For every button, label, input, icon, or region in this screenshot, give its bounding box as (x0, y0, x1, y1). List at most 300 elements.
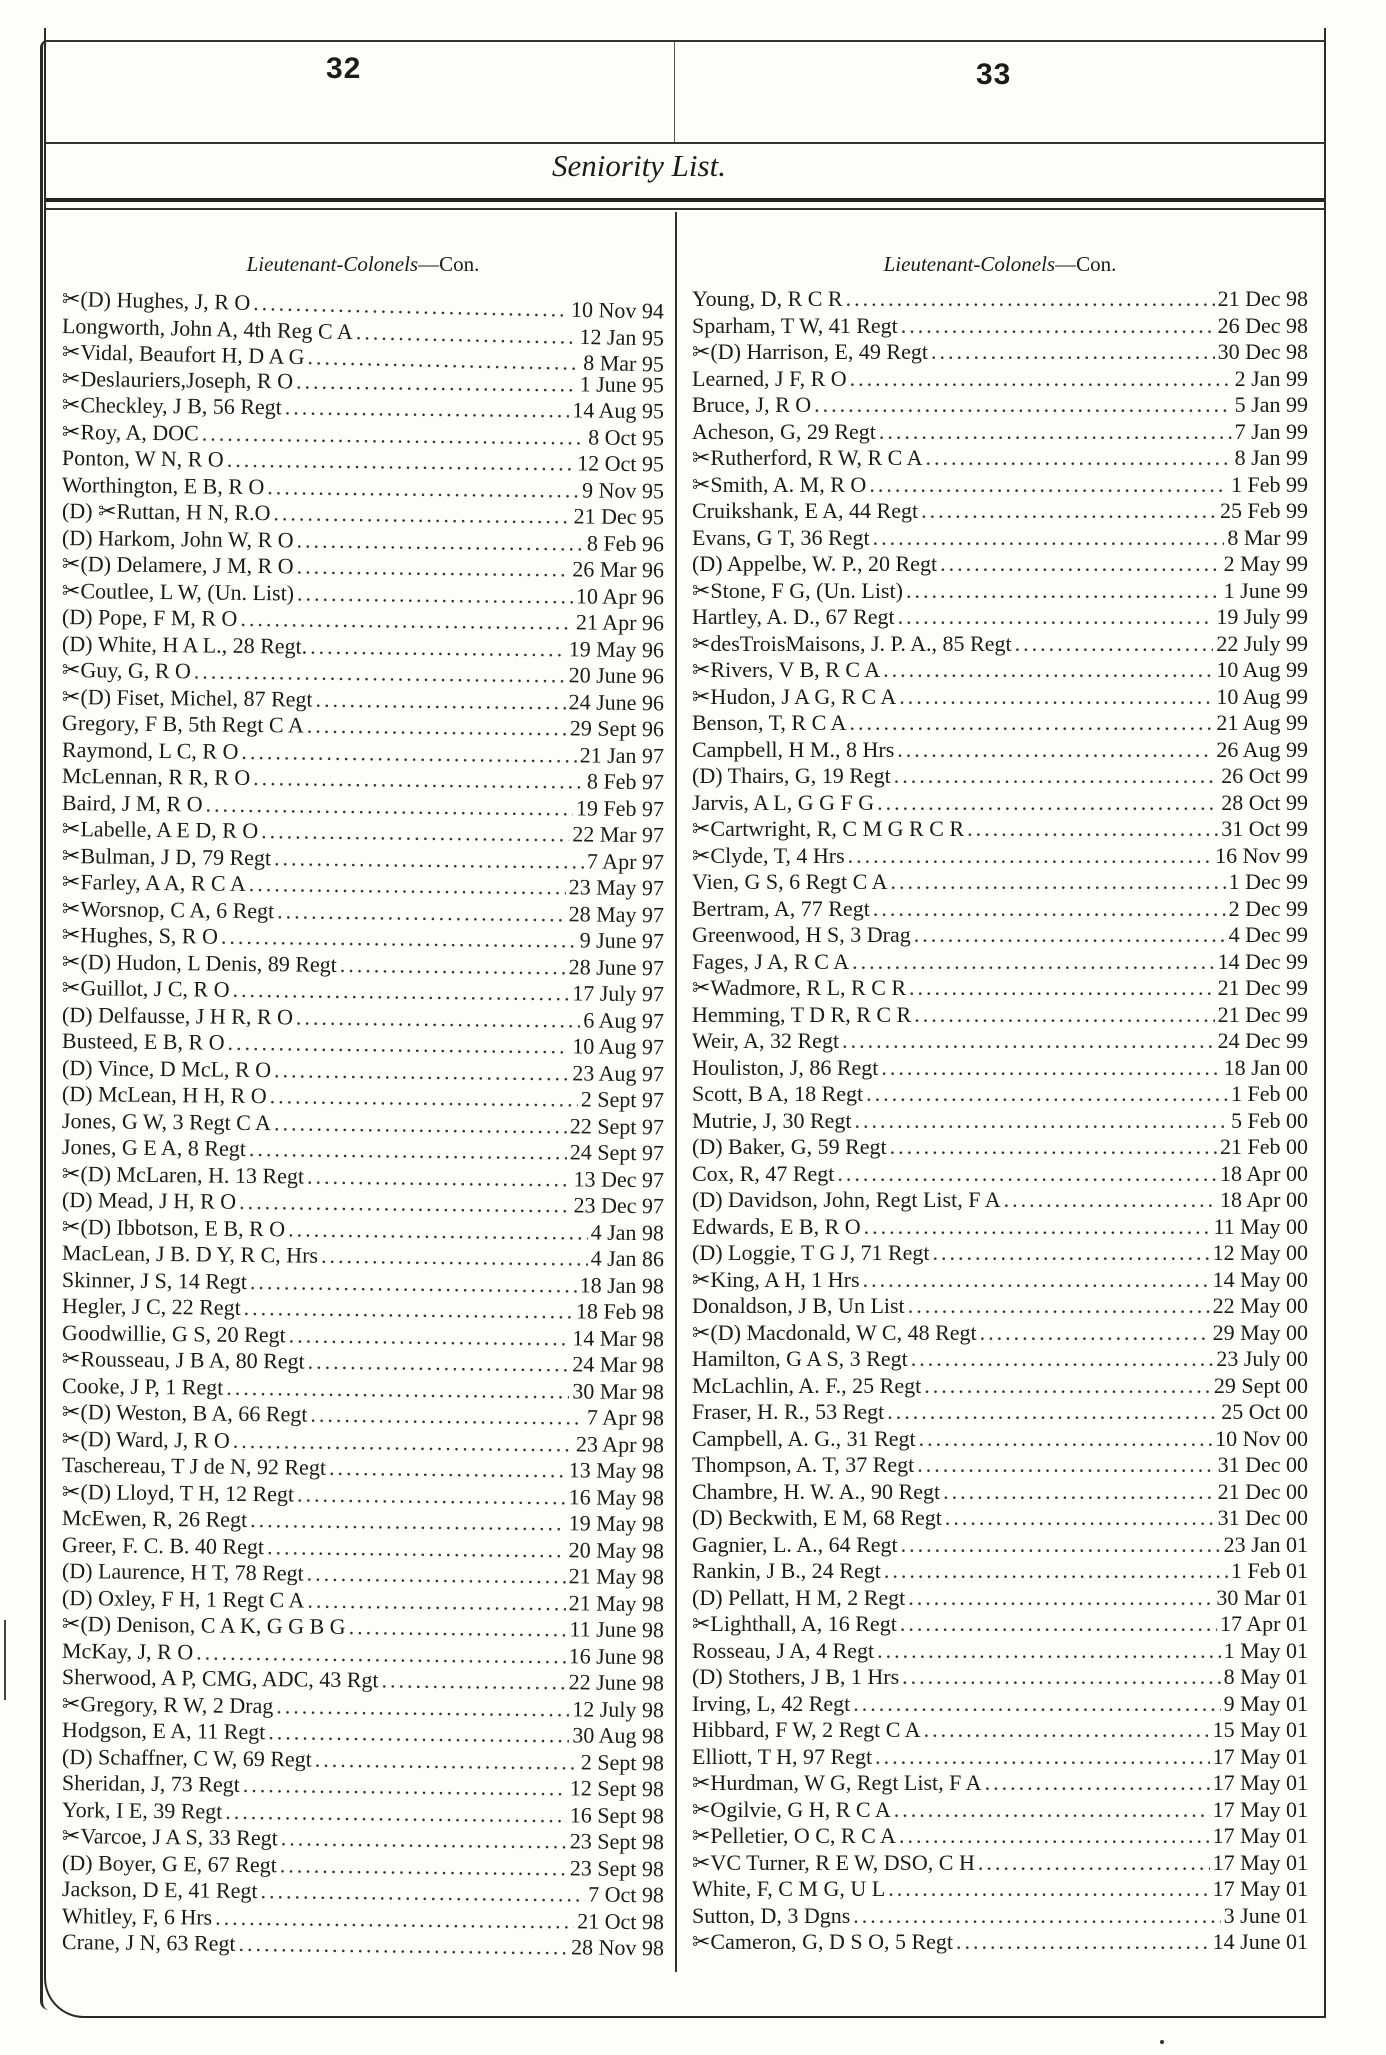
officer-name: ✂(D) Delamere, J M, R O (61, 551, 294, 579)
leader-dots (899, 1823, 1210, 1850)
seniority-date: 21 Oct 98 (577, 1907, 665, 1934)
officer-name: ✂Guillot, J C, R O (61, 975, 230, 1002)
list-item (692, 1426, 1308, 1453)
leader-dots (931, 339, 1215, 366)
officer-name: Elliott, T H, 97 Regt (692, 1743, 873, 1769)
officer-name: ✂Rousseau, J B A, 80 Regt (61, 1346, 305, 1374)
officer-name: ✂Hughes, S, R O (61, 922, 219, 949)
seniority-date: 31 Dec 00 (1217, 1452, 1308, 1477)
seniority-date: 2 Sept 98 (580, 1748, 665, 1775)
leader-dots (268, 1719, 569, 1749)
leader-dots (1004, 1187, 1217, 1214)
leader-dots (381, 1667, 565, 1695)
officer-name: Skinner, J S, 14 Regt (61, 1266, 248, 1294)
leader-dots (852, 949, 1214, 976)
list-item (692, 1373, 1308, 1400)
officer-name: ✂Deslauriers,Joseph, R O (61, 365, 294, 393)
list-item (692, 1320, 1308, 1347)
leader-dots (881, 1055, 1220, 1082)
leader-dots (239, 1189, 571, 1219)
leader-dots (908, 1293, 1210, 1320)
right-column-subheading (692, 242, 1308, 286)
leader-dots (250, 1268, 577, 1298)
officer-name: (D) Laurence, H T, 78 Regt (61, 1558, 304, 1586)
leader-dots (296, 527, 584, 557)
leader-dots (945, 1505, 1215, 1532)
seniority-date: 1 May 01 (1223, 1637, 1308, 1663)
officer-name: Sherwood, A P, CMG, ADC, 43 Rgt (61, 1664, 379, 1693)
seniority-date: 8 Oct 95 (588, 424, 665, 450)
bottom-speck (1160, 2040, 1164, 2044)
officer-name: Houliston, J, 86 Regt (692, 1054, 879, 1080)
leader-dots (297, 580, 573, 609)
officer-name: ✂King, A H, 1 Hrs (692, 1266, 860, 1292)
leader-dots (273, 500, 570, 530)
officer-name: ✂VC Turner, R E W, DSO, C H (692, 1849, 975, 1875)
seniority-date: 17 May 01 (1212, 1796, 1308, 1822)
leader-dots (914, 922, 1226, 949)
list-item (692, 790, 1308, 817)
seniority-date: 22 May 00 (1212, 1293, 1308, 1318)
list-item (692, 1161, 1308, 1188)
leader-dots (908, 1585, 1213, 1612)
leader-dots (205, 791, 573, 821)
seniority-date: 4 Jan 86 (590, 1245, 665, 1272)
officer-name: ✂Labelle, A E D, R O (61, 816, 259, 844)
leader-dots (898, 604, 1214, 631)
list-item (692, 1558, 1308, 1585)
officer-name: ✂(D) Fiset, Michel, 87 Regt (61, 683, 313, 712)
list-item (692, 1691, 1308, 1718)
officer-name: ✂Pelletier, O C, R C A (692, 1823, 896, 1848)
title-rule-thick (46, 198, 1324, 202)
leader-dots (310, 633, 566, 662)
officer-name: ✂(D) Ward, J, R O (61, 1425, 230, 1453)
leader-dots (307, 1587, 566, 1616)
officer-name: Cox, R, 47 Regt (692, 1160, 835, 1186)
leader-dots (241, 738, 577, 768)
header-divider (674, 42, 675, 142)
officer-name: (D) Appelbe, W. P., 20 Regt (692, 551, 938, 576)
seniority-date: 1 Dec 99 (1228, 869, 1308, 894)
seniority-date: 10 Apr 96 (575, 582, 665, 609)
officer-name: ✂Roy, A, DOC (61, 418, 199, 445)
leader-dots (308, 1349, 570, 1378)
officer-name: ✂Clyde, T, 4 Hrs (692, 842, 845, 868)
officer-name: ✂(D) Denison, C A K, G G B G (61, 1611, 346, 1639)
seniority-date: 21 Jan 97 (579, 741, 665, 768)
officer-name: ✂Smith, A. M, R O (692, 471, 867, 497)
officer-name: ✂(D) Weston, B A, 66 Regt (61, 1399, 308, 1427)
seniority-date: 5 Feb 00 (1231, 1107, 1308, 1133)
list-item (692, 1134, 1308, 1161)
seniority-date: 10 Aug 99 (1216, 657, 1308, 682)
list-item (692, 1055, 1308, 1082)
leader-dots (926, 445, 1232, 472)
officer-name: ✂Rutherford, R W, R C A (692, 445, 923, 470)
list-item (692, 578, 1308, 605)
officer-name: Cruikshank, E A, 44 Regt (692, 498, 919, 523)
seniority-date: 22 June 98 (568, 1669, 665, 1696)
officer-name: Gregory, F B, 5th Regt C A (61, 710, 304, 738)
seniority-date: 23 Dec 97 (573, 1192, 665, 1219)
leader-dots (985, 1770, 1210, 1797)
officer-name: ✂Hudon, J A G, R C A (692, 683, 897, 709)
left-column-subheading (62, 242, 664, 286)
seniority-date: 18 Feb 98 (575, 1298, 665, 1325)
list-item (692, 816, 1308, 843)
page-number-left: 32 (326, 52, 362, 85)
leader-dots (890, 869, 1225, 896)
leader-dots (238, 1931, 568, 1961)
officer-name: ✂(D) Hudon, L Denis, 89 Regt (61, 948, 337, 977)
seniority-date: 26 Oct 99 (1221, 763, 1308, 788)
page-header (46, 42, 1324, 144)
list-item (692, 313, 1308, 340)
leader-dots (277, 898, 566, 928)
officer-name: Jarvis, A L, G G F G (692, 789, 875, 815)
officer-name: ✂(D) Harrison, E, 49 Regt (692, 339, 928, 364)
officer-name: Cooke, J P, 1 Regt (61, 1372, 224, 1400)
seniority-date: 20 June 96 (568, 662, 665, 689)
list-item (692, 525, 1308, 552)
seniority-date: 13 May 98 (568, 1457, 665, 1484)
right-subheading-suffix: —Con. (1055, 252, 1117, 276)
seniority-date: 17 May 01 (1212, 1823, 1308, 1848)
leader-dots (842, 1028, 1215, 1055)
officer-name: ✂desTroisMaisons, J. P. A., 85 Regt (692, 630, 1012, 656)
list-item (692, 498, 1308, 525)
seniority-date: 10 Nov 94 (570, 296, 665, 324)
seniority-date: 23 Sept 98 (569, 1828, 665, 1855)
list-item (692, 763, 1308, 790)
officer-name: Rankin, J B., 24 Regt (692, 1558, 881, 1583)
leader-dots (226, 1374, 569, 1404)
leader-dots (232, 977, 569, 1007)
list-item (692, 1240, 1308, 1267)
list-item (692, 1611, 1308, 1638)
leader-dots (909, 975, 1215, 1002)
leader-dots (919, 1426, 1212, 1453)
officer-name: (D) Boyer, G E, 67 Regt (61, 1849, 277, 1877)
seniority-date: 16 Sept 98 (569, 1801, 665, 1828)
list-item (692, 1770, 1308, 1797)
officer-name: McKay, J, R O (61, 1637, 194, 1664)
leader-dots (194, 658, 566, 688)
officer-name: (D) Schaffner, C W, 69 Regt (61, 1743, 312, 1772)
officer-name: ✂Guy, G, R O (61, 657, 191, 684)
seniority-date: 9 June 97 (579, 927, 665, 954)
leader-dots (911, 1346, 1214, 1373)
seniority-date: 18 Jan 00 (1223, 1054, 1308, 1080)
officer-name: (D) Harkom, John W, R O (61, 524, 294, 552)
list-item (692, 631, 1308, 658)
officer-name: ✂Lighthall, A, 16 Regt (692, 1611, 897, 1636)
seniority-date: 22 Sept 97 (569, 1112, 665, 1139)
leader-dots (902, 1664, 1221, 1691)
leader-dots (280, 1852, 567, 1882)
leader-dots (877, 1638, 1221, 1665)
leader-dots (863, 1267, 1210, 1294)
officer-name: Whitley, F, 6 Hrs (61, 1902, 213, 1930)
list-item (692, 975, 1308, 1002)
leader-dots (227, 1030, 569, 1060)
officer-name: Chambre, H. W. A., 90 Regt (692, 1478, 941, 1504)
seniority-date: 24 Sept 97 (569, 1139, 665, 1166)
list-item (692, 604, 1308, 631)
leader-dots (917, 1452, 1214, 1479)
officer-name: Mutrie, J, 30 Regt (692, 1107, 852, 1133)
officer-name: Longworth, John A, 4th Reg C A (61, 312, 354, 344)
list-item (692, 1267, 1308, 1294)
seniority-date: 17 Apr 01 (1220, 1611, 1308, 1636)
seniority-date: 31 Dec 00 (1217, 1505, 1308, 1530)
seniority-date: 29 Sept 96 (569, 715, 665, 742)
seniority-date: 2 Jan 99 (1234, 365, 1308, 391)
officer-name: ✂Checkley, J B, 56 Regt (61, 392, 283, 420)
list-item (692, 843, 1308, 870)
officer-name: Donaldson, J B, Un List (692, 1293, 905, 1318)
list-item (692, 1929, 1308, 1956)
seniority-date: 8 May 01 (1223, 1664, 1308, 1689)
leader-dots (940, 551, 1221, 578)
officer-name: Learned, J F, R O (692, 365, 847, 391)
leader-dots (310, 1402, 584, 1431)
officer-name: Campbell, A. G., 31 Regt (692, 1425, 916, 1451)
seniority-date: 18 Apr 00 (1220, 1160, 1308, 1186)
officer-name: McLennan, R R, R O (61, 763, 251, 790)
leader-dots (253, 765, 584, 795)
seniority-date: 4 Jan 98 (590, 1219, 665, 1245)
officer-name: Greer, F. C. B. 40 Regt (61, 1531, 265, 1559)
list-item (692, 1479, 1308, 1506)
list-item (692, 1108, 1308, 1135)
leader-dots (877, 790, 1218, 817)
leader-dots (307, 1163, 571, 1192)
leader-dots (244, 1295, 573, 1325)
seniority-date: 12 Jan 95 (579, 323, 665, 351)
leader-dots (924, 1373, 1211, 1400)
leader-dots (250, 1507, 566, 1537)
seniority-date: 5 Jan 99 (1234, 392, 1308, 417)
right-subheading-text: Lieutenant-Colonels (883, 252, 1056, 276)
seniority-date: 8 Feb 96 (586, 529, 665, 556)
list-item (692, 737, 1308, 764)
seniority-date: 28 Nov 98 (570, 1934, 665, 1961)
leader-dots (967, 816, 1218, 843)
leader-dots (906, 578, 1221, 605)
officer-name: Campbell, H M., 8 Hrs (692, 736, 895, 762)
leader-dots (933, 1240, 1210, 1267)
list-item (692, 1399, 1308, 1426)
seniority-date: 12 Oct 95 (577, 450, 665, 477)
leader-dots (883, 657, 1213, 684)
leader-dots (873, 896, 1226, 923)
leader-dots (978, 1850, 1210, 1877)
seniority-date: 26 Aug 99 (1216, 736, 1308, 762)
seniority-date: 1 Feb 01 (1231, 1558, 1308, 1583)
seniority-date: 8 Feb 97 (586, 768, 665, 795)
seniority-date: 21 May 98 (568, 1589, 665, 1616)
list-item (692, 1187, 1308, 1214)
officer-name: Thompson, A. T, 37 Regt (692, 1452, 915, 1477)
seniority-date: 19 May 98 (568, 1510, 665, 1537)
column-divider (675, 212, 677, 1972)
list-item (692, 869, 1308, 896)
seniority-date: 23 Jan 01 (1223, 1531, 1308, 1557)
officer-name: Fraser, H. R., 53 Regt (692, 1399, 885, 1424)
officer-name: ✂Worsnop, C A, 6 Regt (61, 895, 275, 923)
seniority-date: 22 July 99 (1216, 630, 1308, 656)
officer-name: Busteed, E B, R O (61, 1028, 225, 1055)
leader-dots (288, 1216, 588, 1246)
officer-name: Gagnier, L. A., 64 Regt (692, 1531, 898, 1557)
leader-dots (297, 1481, 566, 1510)
seniority-date: 15 May 01 (1212, 1717, 1308, 1742)
leader-dots (340, 951, 566, 980)
page-title: Seniority List. (552, 148, 726, 183)
seniority-date: 28 Oct 99 (1221, 789, 1308, 815)
leader-dots (267, 1534, 566, 1564)
list-item (692, 1638, 1308, 1665)
leader-dots (900, 1611, 1217, 1638)
list-item (692, 1850, 1308, 1877)
seniority-date: 14 Mar 98 (572, 1324, 665, 1351)
officer-name: Bruce, J, R O (692, 392, 812, 417)
officer-name: ✂Coutlee, L W, (Un. List) (61, 577, 295, 605)
officer-name: ✂Cartwright, R, C M G R C R (692, 816, 965, 841)
officer-name: Sheridan, J, 73 Regt (61, 1770, 240, 1797)
officer-name: McEwen, R, 26 Regt (61, 1505, 248, 1532)
seniority-date: 4 Dec 99 (1228, 922, 1308, 947)
seniority-date: 12 May 00 (1212, 1240, 1308, 1265)
page-number-right: 33 (976, 58, 1012, 91)
leader-dots (260, 1878, 585, 1908)
leader-dots (285, 394, 570, 423)
right-entry-list (692, 286, 1308, 1956)
officer-name: ✂(D) Lloyd, T H, 12 Regt (61, 1478, 295, 1506)
page-edge-mark (4, 1620, 9, 1700)
officer-name: Jackson, D E, 41 Regt (61, 1876, 258, 1904)
officer-name: (D) White, H A L., 28 Regt. (61, 630, 308, 659)
seniority-date: 23 Apr 98 (575, 1430, 665, 1457)
leader-dots (921, 498, 1217, 525)
seniority-date: 23 Aug 97 (572, 1059, 665, 1086)
list-item (692, 1664, 1308, 1691)
seniority-date: 30 Mar 98 (572, 1377, 665, 1404)
leader-dots (267, 474, 579, 504)
leader-dots (980, 1320, 1210, 1347)
seniority-date: 28 June 97 (568, 953, 665, 980)
officer-name: (D) Loggie, T G J, 71 Regt (692, 1240, 930, 1265)
seniority-date: 21 Apr 96 (575, 609, 665, 636)
seniority-date: 30 Mar 01 (1216, 1584, 1308, 1610)
leader-dots (869, 472, 1228, 499)
officer-name: ✂(D) Ibbotson, E B, R O (61, 1213, 286, 1241)
list-item (692, 1876, 1308, 1903)
seniority-date: 7 Jan 99 (1234, 418, 1308, 444)
seniority-date: 17 May 01 (1212, 1770, 1308, 1795)
seniority-date: 21 Dec 99 (1217, 975, 1308, 1000)
list-item (692, 1346, 1308, 1373)
officer-name: Raymond, L C, R O (61, 736, 239, 764)
leader-dots (924, 1717, 1210, 1744)
seniority-date: 21 May 98 (568, 1563, 665, 1590)
list-item (692, 1744, 1308, 1771)
seniority-date: 31 Oct 99 (1221, 816, 1308, 841)
officer-name: Hartley, A. D., 67 Regt (692, 604, 895, 629)
seniority-date: 24 Dec 99 (1217, 1028, 1308, 1053)
leader-dots (848, 843, 1212, 870)
officer-name: (D) Thairs, G, 19 Regt (692, 763, 891, 788)
officer-name: Jones, G E A, 8 Regt (61, 1134, 247, 1161)
officer-name: Worthington, E B, R O (61, 471, 265, 499)
left-column (61, 242, 665, 1961)
leader-dots (329, 1455, 566, 1484)
officer-name: White, F, C M G, U L (692, 1876, 886, 1901)
leader-dots (276, 1693, 569, 1723)
officer-name: Scott, B A, 18 Regt (692, 1081, 864, 1106)
list-item (692, 366, 1308, 393)
leader-dots (196, 1639, 566, 1669)
seniority-date: 1 June 99 (1223, 577, 1308, 603)
seniority-date: 14 June 01 (1212, 1929, 1308, 1954)
leader-dots (894, 763, 1218, 790)
right-column (692, 242, 1308, 1956)
list-item (692, 1505, 1308, 1532)
seniority-date: 28 May 97 (568, 900, 665, 927)
seniority-date: 19 May 96 (568, 635, 665, 662)
leader-dots (227, 447, 575, 477)
seniority-date: 14 Aug 95 (572, 397, 665, 424)
officer-name: Irving, L, 42 Regt (692, 1690, 851, 1716)
left-entry-list (61, 286, 665, 1961)
seniority-date: 22 Mar 97 (572, 821, 665, 848)
officer-name: Acheson, G, 29 Regt (692, 418, 876, 444)
officer-name: (D) Beckwith, E M, 68 Regt (692, 1505, 942, 1530)
seniority-date: 17 May 01 (1212, 1849, 1308, 1875)
leader-dots (249, 871, 566, 901)
leader-dots (296, 368, 577, 397)
seniority-date: 17 July 97 (572, 980, 665, 1007)
leader-dots (315, 686, 565, 715)
list-item (692, 949, 1308, 976)
seniority-date: 14 May 00 (1212, 1266, 1308, 1292)
officer-name: (D) Mead, J H, R O (61, 1187, 237, 1214)
leader-dots (846, 286, 1215, 313)
officer-name: Vien, G S, 6 Regt C A (692, 869, 888, 894)
leader-dots (956, 1929, 1210, 1956)
list-item (692, 551, 1308, 578)
list-item (692, 922, 1308, 949)
officer-name: ✂Ogilvie, G H, R C A (692, 1796, 891, 1822)
leader-dots (1015, 631, 1214, 658)
seniority-date: 23 Sept 98 (569, 1854, 665, 1881)
officer-name: Weir, A, 32 Regt (692, 1028, 840, 1053)
leader-dots (875, 1744, 1210, 1771)
officer-name: Hemming, T D R, R C R (692, 1001, 912, 1027)
seniority-date: 18 Apr 00 (1220, 1187, 1308, 1212)
leader-dots (243, 1772, 567, 1802)
seniority-date: 8 Jan 99 (1234, 445, 1308, 470)
list-item (692, 1532, 1308, 1559)
seniority-date: 21 Dec 95 (573, 503, 665, 530)
leader-dots (221, 924, 577, 954)
seniority-date: 17 May 01 (1212, 1743, 1308, 1769)
seniority-date: 2 Dec 99 (1228, 895, 1308, 921)
officer-name: Hamilton, G A S, 3 Regt (692, 1346, 908, 1371)
seniority-date: 16 June 98 (568, 1642, 665, 1669)
